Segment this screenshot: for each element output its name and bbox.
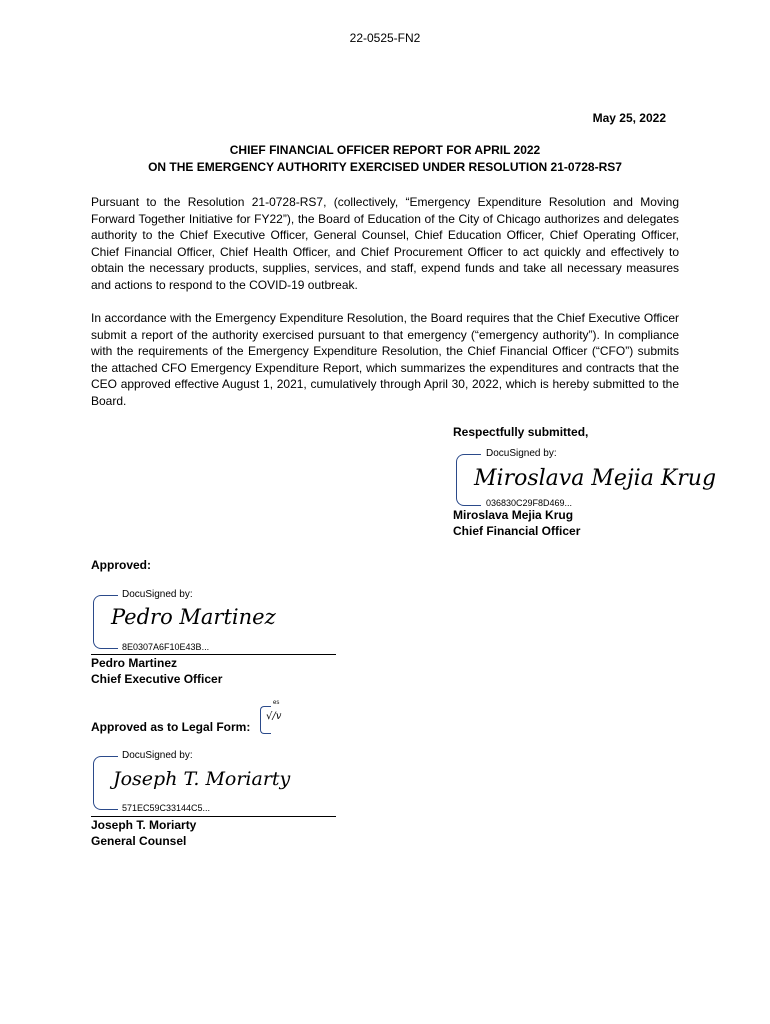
docusign-envelope-id: 036830C29F8D469... [486,498,573,508]
closing-text: Respectfully submitted, [453,425,589,439]
report-date: May 25, 2022 [592,111,666,125]
report-title-line-2: ON THE EMERGENCY AUTHORITY EXERCISED UNDER RESOLUTION 21-0728-RS7 [148,160,622,174]
legal-initials-stamp [260,700,286,734]
body-paragraph-2: In accordance with the Emergency Expenditure Resolution, the Board requires that the Chief Executive Officer submit a report of the authority exercised pursuant to that emergency (“emergency authority”). In compliance with the requirements of the Emergency Expenditure Resolution, the Chief Financial Officer (“CFO”) submits the attached CFO Emergency Expenditure Report, which summarizes the expenditures and contracts that the CEO approved effective August 1, 2021, cumulatively through April 30, 2022, which is hereby submitted to the Board. [91,311,679,408]
counsel-signature: Joseph T. Moriarty [113,768,291,790]
cfo-name: Miroslava Mejia Krug [453,508,574,522]
docusign-envelope-id: 8E0307A6F10E43B... [122,642,210,652]
counsel-name: Joseph T. Moriarty [91,818,197,832]
legal-approval-heading: Approved as to Legal Form: [91,720,251,734]
approved-heading: Approved: [91,558,151,572]
counsel-title: General Counsel [91,834,187,848]
body-paragraph-1: Pursuant to the Resolution 21-0728-RS7, (collectively, “Emergency Expenditure Resolution and Moving Forward Together Initiative for FY22”), the Board of Education of the City of Chicago authorizes and delegates authority to the Chief Executive Officer, General Counsel, Chief Education Officer, Chief Operating Officer, Chief Financial Officer, Chief Health Officer, and Chief Procurement Officer to act quickly and effectively to obtain the necessary products, supplies, services, and staff, expend funds and take all necessary measures and actions to respond to the COVID-19 outbreak. [91,195,679,292]
ceo-signature: Pedro Martinez [111,605,276,629]
report-title-line-1: CHIEF FINANCIAL OFFICER REPORT FOR APRIL 2022 [229,143,541,157]
cfo-signature: Miroslava Mejia Krug [474,466,717,491]
docusign-label: DocuSigned by: [486,448,557,459]
docusign-label: DocuSigned by: [122,750,193,761]
cfo-title: Chief Financial Officer [453,524,581,538]
initials-mark: √/v [266,711,282,722]
document-id: 22-0525-FN2 [349,31,421,45]
ceo-name: Pedro Martinez [91,656,178,670]
docusign-label: DocuSigned by: [122,589,193,600]
counsel-signature-line [91,816,336,817]
initials-tag: es [273,700,280,706]
ceo-title: Chief Executive Officer [91,672,223,686]
ceo-signature-line [91,654,336,655]
cfo-docusign-stamp [456,448,717,510]
docusign-envelope-id: 571EC59C33144C5... [122,803,211,813]
